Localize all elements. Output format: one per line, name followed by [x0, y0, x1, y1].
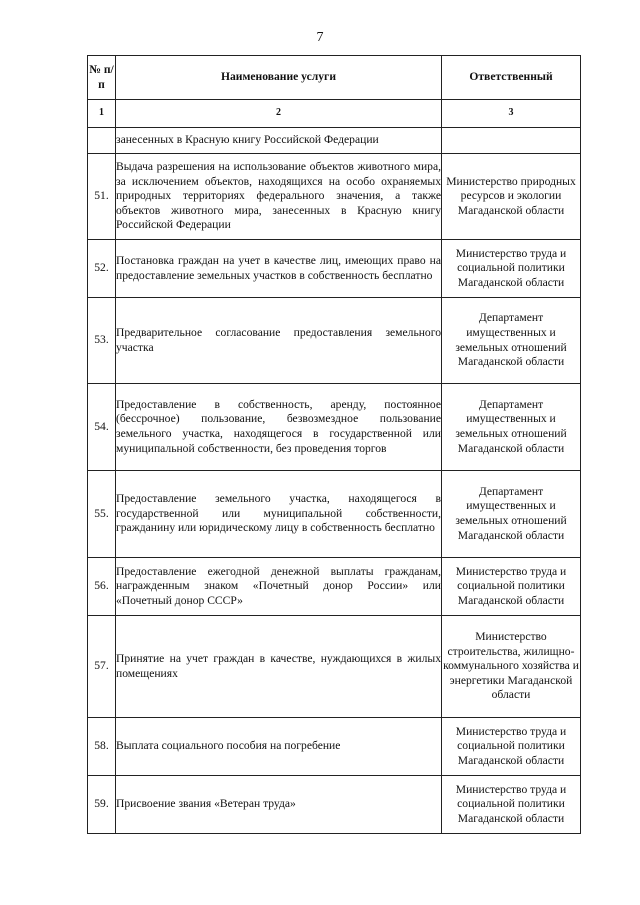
column-index: 3: [442, 100, 581, 128]
table-row: [88, 298, 581, 384]
page-number: 7: [316, 30, 324, 45]
responsible-body: Министерство труда и социальной политики Магаданской области: [442, 776, 581, 834]
table-row: [88, 718, 581, 776]
row-number: 58.: [88, 718, 116, 776]
column-index: 2: [116, 100, 442, 128]
service-name: Присвоение звания «Ветеран труда»: [116, 776, 442, 834]
header-responsible: Ответственный: [442, 56, 581, 100]
table-row: [88, 471, 581, 558]
responsible-body: Департамент имущественных и земельных отношений Магаданской области: [442, 384, 581, 471]
table-row: [88, 384, 581, 471]
row-number: 54.: [88, 384, 116, 471]
service-name: Предоставление в собственность, аренду, постоянное (бессрочное) пользование, безвозмездное пользование земельного участка, находящегося в государственной или муниципальной собственности, без проведения торгов: [116, 384, 442, 471]
header-service-name: Наименование услуги: [116, 56, 442, 100]
column-index: 1: [88, 100, 116, 128]
table-row: [88, 776, 581, 834]
responsible-body: Министерство строительства, жилищно-коммунального хозяйства и энергетики Магаданской области: [442, 616, 581, 718]
service-name: Постановка граждан на учет в качестве лиц, имеющих право на предоставление земельных участков в собственность бесплатно: [116, 240, 442, 298]
responsible-body: Министерство природных ресурсов и экологии Магаданской области: [442, 154, 581, 240]
service-name: Предоставление ежегодной денежной выплаты гражданам, награжденным знаком «Почетный донор России» или «Почетный донор СССР»: [116, 558, 442, 616]
row-number: 55.: [88, 471, 116, 558]
service-name: Выплата социального пособия на погребение: [116, 718, 442, 776]
row-number: 52.: [88, 240, 116, 298]
responsible-body: Министерство труда и социальной политики Магаданской области: [442, 240, 581, 298]
row-number: 53.: [88, 298, 116, 384]
column-index-row: [88, 100, 581, 128]
row-number: 51.: [88, 154, 116, 240]
row-number: 59.: [88, 776, 116, 834]
service-name: Предварительное согласование предоставления земельного участка: [116, 298, 442, 384]
table-row: [88, 128, 581, 154]
service-name: занесенных в Красную книгу Российской Федерации: [116, 128, 442, 154]
responsible-body: Департамент имущественных и земельных отношений Магаданской области: [442, 471, 581, 558]
header-row: [88, 56, 581, 100]
service-name: Предоставление земельного участка, находящегося в государственной или муниципальной собственности, гражданину или юридическому лицу в собственность бесплатно: [116, 471, 442, 558]
responsible-body: [442, 128, 581, 154]
responsible-body: Министерство труда и социальной политики Магаданской области: [442, 558, 581, 616]
responsible-body: Департамент имущественных и земельных отношений Магаданской области: [442, 298, 581, 384]
service-name: Принятие на учет граждан в качестве, нуждающихся в жилых помещениях: [116, 616, 442, 718]
table-row: [88, 616, 581, 718]
row-number: 57.: [88, 616, 116, 718]
service-name: Выдача разрешения на использование объектов животного мира, за исключением объектов, находящихся на особо охраняемых природных территориях федерального значения, а также объектов животного мира, занесенных в Красную книгу Российской Федерации: [116, 154, 442, 240]
table-row: [88, 154, 581, 240]
header-number: № п/п: [88, 56, 116, 100]
responsible-body: Министерство труда и социальной политики Магаданской области: [442, 718, 581, 776]
services-table: [87, 55, 581, 834]
table-row: [88, 240, 581, 298]
row-number: 56.: [88, 558, 116, 616]
row-number: [88, 128, 116, 154]
table-row: [88, 558, 581, 616]
